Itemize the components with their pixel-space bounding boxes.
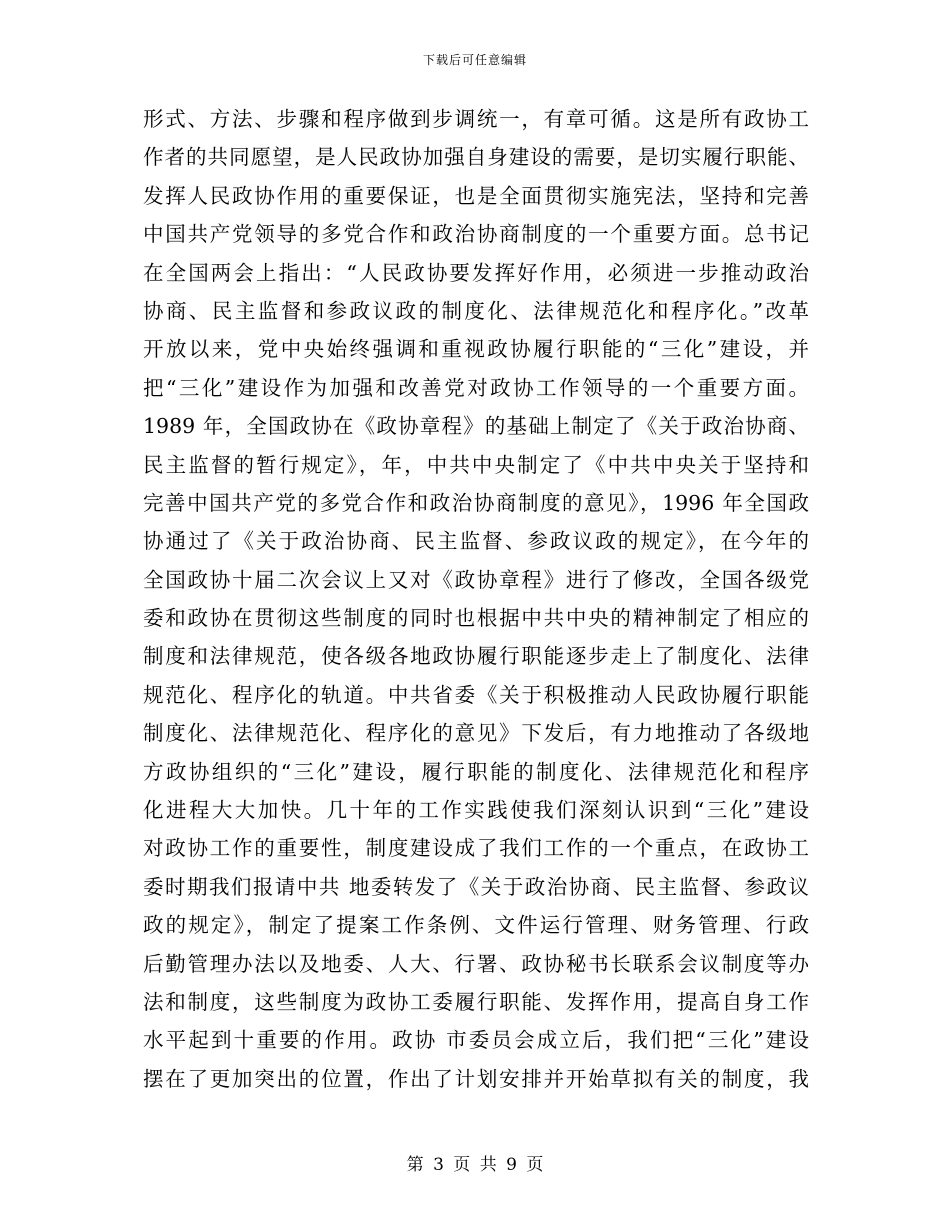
text-line: 委和政协在贯彻这些制度的同时也根据中共中央的精神制定了相应的 [143, 606, 809, 631]
text-line: 民主监督的暂行规定》，年，中共中央制定了《中共中央关于坚持和 [143, 452, 809, 477]
text-line: 法和制度，这些制度为政协工委履行职能、发挥作用，提高自身工作 [143, 989, 809, 1014]
text-line: 委时期我们报请中共 地委转发了《关于政治协商、民主监督、参政议 [143, 874, 809, 899]
text-line: 制度化、法律规范化、程序化的意见》下发后，有力地推动了各级地 [143, 721, 809, 746]
page-footer: 第 3 页 共 9 页 [406, 1155, 544, 1175]
text-line: 化进程大大加快。几十年的工作实践使我们深刻认识到“三化”建设 [143, 798, 809, 823]
text-line: 政的规定》，制定了提案工作条例、文件运行管理、财务管理、行政 [143, 913, 809, 938]
text-line: 1989 年，全国政协在《政协章程》的基础上制定了《关于政治协商、 [143, 414, 809, 439]
text-line: 方政协组织的“三化”建设，履行职能的制度化、法律规范化和程序 [143, 759, 809, 784]
text-line: 水平起到十重要的作用。政协 市委员会成立后，我们把“三化”建设 [143, 1028, 809, 1053]
text-line: 作者的共同愿望，是人民政协加强自身建设的需要，是切实履行职能、 [143, 145, 809, 170]
text-line: 中国共产党领导的多党合作和政治协商制度的一个重要方面。总书记 [143, 222, 809, 247]
text-line: 发挥人民政协作用的重要保证，也是全面贯彻实施宪法，坚持和完善 [143, 183, 809, 208]
text-line: 摆在了更加突出的位置，作出了计划安排并开始草拟有关的制度，我 [143, 1066, 809, 1091]
page-header: 下载后可任意编辑 [422, 53, 527, 67]
text-line: 开放以来，党中央始终强调和重视政协履行职能的“三化”建设，并 [143, 337, 809, 362]
text-line: 协商、民主监督和参政议政的制度化、法律规范化和程序化。”改革 [143, 298, 809, 323]
body-text [143, 100, 809, 1098]
text-line: 后勤管理办法以及地委、人大、行署、政协秘书长联系会议制度等办 [143, 951, 809, 976]
text-line: 对政协工作的重要性，制度建设成了我们工作的一个重点，在政协工 [143, 836, 809, 861]
text-line: 在全国两会上指出：“人民政协要发挥好作用，必须进一步推动政治 [143, 260, 809, 285]
text-line: 形式、方法、步骤和程序做到步调统一，有章可循。这是所有政协工 [143, 107, 809, 131]
text-line: 把“三化”建设作为加强和改善党对政协工作领导的一个重要方面。 [143, 375, 809, 400]
text-line: 全国政协十届二次会议上又对《政协章程》进行了修改，全国各级党 [143, 567, 809, 592]
text-line: 协通过了《关于政治协商、民主监督、参政议政的规定》，在今年的 [143, 529, 809, 554]
text-line: 制度和法律规范，使各级各地政协履行职能逐步走上了制度化、法律 [143, 644, 809, 669]
text-line: 完善中国共产党的多党合作和政治协商制度的意见》，1996 年全国政 [143, 490, 809, 515]
text-line: 规范化、程序化的轨道。中共省委《关于积极推动人民政协履行职能 [143, 682, 809, 707]
